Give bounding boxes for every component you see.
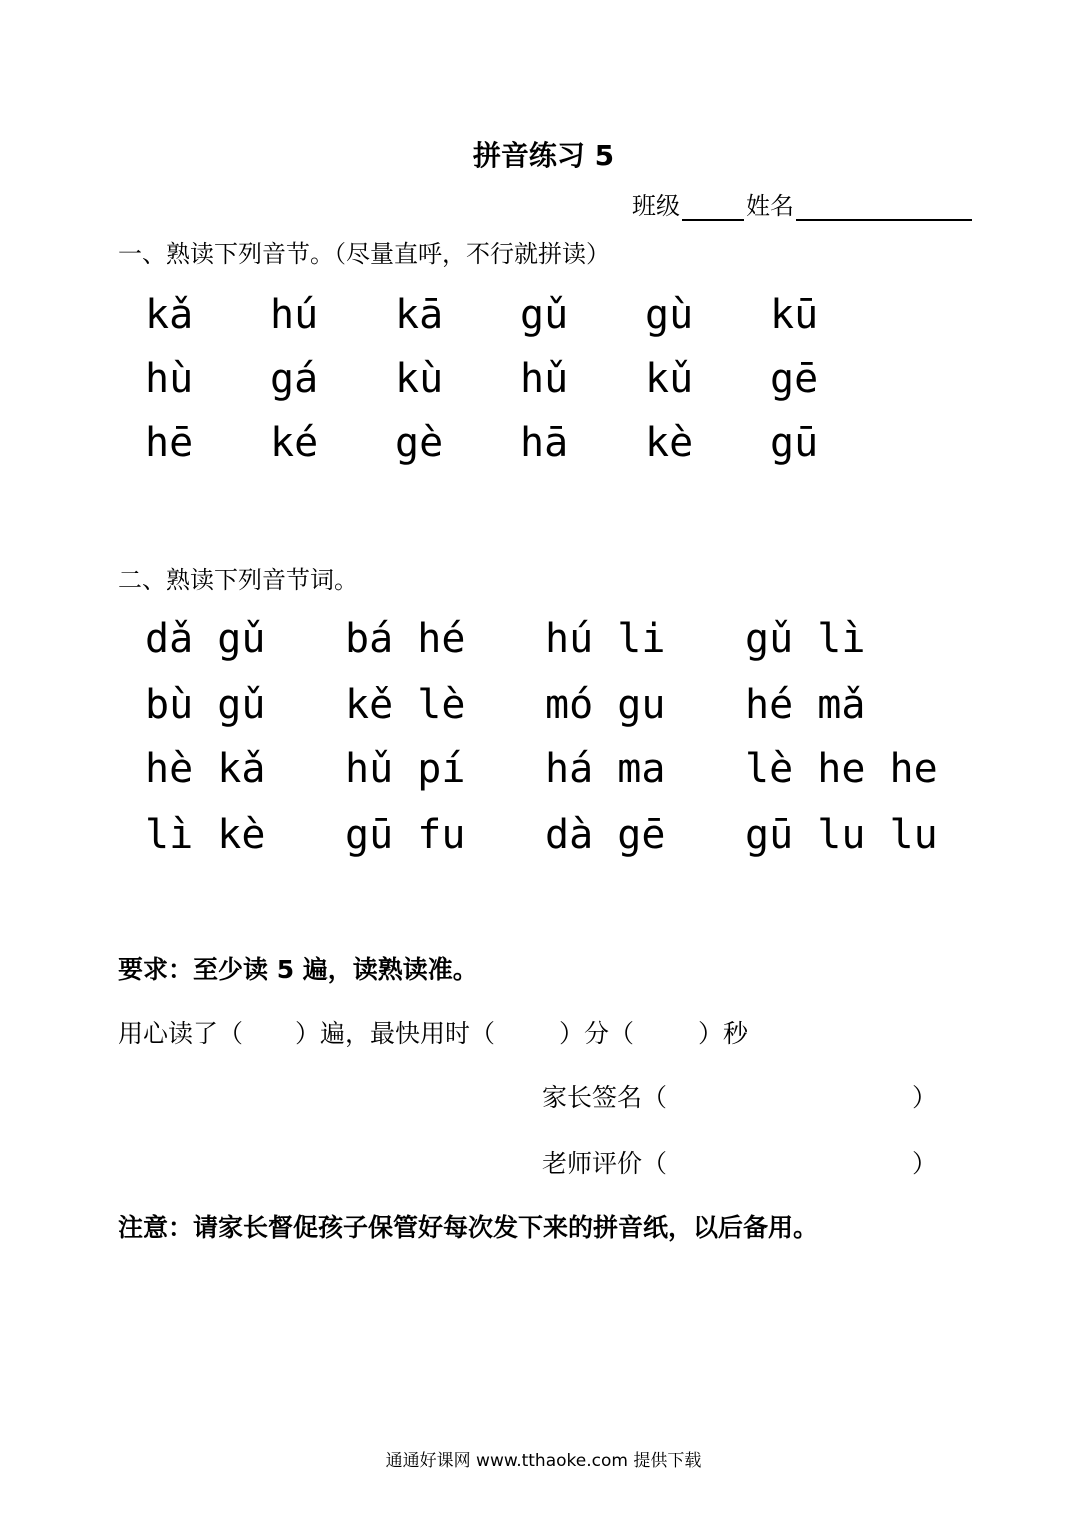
syllable: hǔ: [520, 356, 569, 402]
syllable: kǎ: [145, 292, 194, 338]
pinyin-word: lè he he: [745, 746, 938, 792]
word-row: [145, 682, 945, 732]
pinyin-word: kě lè: [345, 682, 466, 728]
class-blank[interactable]: [682, 195, 744, 221]
pinyin-word: há ma: [545, 746, 666, 792]
seconds-label: ）秒: [698, 1019, 749, 1048]
name-label: 姓名: [746, 192, 794, 220]
syllable: gù: [645, 292, 694, 338]
parent-sign-close: ）: [912, 1083, 938, 1112]
reading-record: [118, 1014, 748, 1050]
pinyin-word: dà gē: [545, 812, 666, 858]
class-label: 班级: [632, 192, 680, 220]
read-count-label: 用心读了（: [118, 1019, 244, 1048]
syllable: kè: [645, 420, 694, 466]
pinyin-word: gǔ lì: [745, 616, 866, 662]
pinyin-word: dǎ gǔ: [145, 616, 266, 662]
footer-text: 通通好课网 www.tthaoke.com 提供下载: [385, 1451, 702, 1471]
syllable: kū: [770, 292, 819, 338]
student-info: [632, 186, 972, 221]
word-row: [145, 812, 945, 862]
pinyin-word: lì kè: [145, 812, 266, 858]
page-title: 拼音练习 5: [472, 139, 615, 172]
syllable: kā: [395, 292, 444, 338]
syllable: hù: [145, 356, 194, 402]
syllable: hā: [520, 420, 569, 466]
parent-note: 注意：请家长督促孩子保管好每次发下来的拼音纸，以后备用。: [118, 1213, 819, 1242]
teacher-eval-close: ）: [912, 1149, 938, 1178]
pinyin-word: hú li: [545, 616, 666, 662]
syllable: hē: [145, 420, 194, 466]
word-row: [145, 616, 945, 666]
syllable: gá: [270, 356, 319, 402]
pinyin-word: mó gu: [545, 682, 666, 728]
requirement-text: 要求：至少读 5 遍，读熟读准。: [118, 955, 478, 984]
pinyin-word: bá hé: [345, 616, 466, 662]
pinyin-word: hè kǎ: [145, 746, 266, 792]
syllable: gè: [395, 420, 444, 466]
section2-heading: 二、熟读下列音节词。: [118, 566, 358, 594]
fastest-time-label: ）遍，最快用时（: [295, 1019, 496, 1048]
syllable-row: [145, 420, 895, 470]
word-row: [145, 746, 945, 796]
syllable: gē: [770, 356, 819, 402]
syllable: ké: [270, 420, 319, 466]
syllable-row: [145, 292, 895, 342]
syllable: gǔ: [520, 292, 569, 338]
parent-sign-label: 家长签名（: [542, 1083, 668, 1112]
syllable: hú: [270, 292, 319, 338]
syllable: kù: [395, 356, 444, 402]
teacher-evaluation: [542, 1144, 937, 1180]
section1-heading: 一、熟读下列音节。（尽量直呼，不行就拼读）: [118, 240, 610, 268]
pinyin-word: gū fu: [345, 812, 466, 858]
teacher-eval-label: 老师评价（: [542, 1149, 668, 1178]
pinyin-word: hé mǎ: [745, 682, 866, 728]
syllable: gū: [770, 420, 819, 466]
minutes-label: ）分（: [559, 1019, 635, 1048]
pinyin-word: bù gǔ: [145, 682, 266, 728]
parent-signature: [542, 1078, 937, 1114]
name-blank[interactable]: [796, 195, 972, 221]
pinyin-word: hǔ pí: [345, 746, 466, 792]
syllable-row: [145, 356, 895, 406]
pinyin-word: gū lu lu: [745, 812, 938, 858]
syllable: kǔ: [645, 356, 694, 402]
